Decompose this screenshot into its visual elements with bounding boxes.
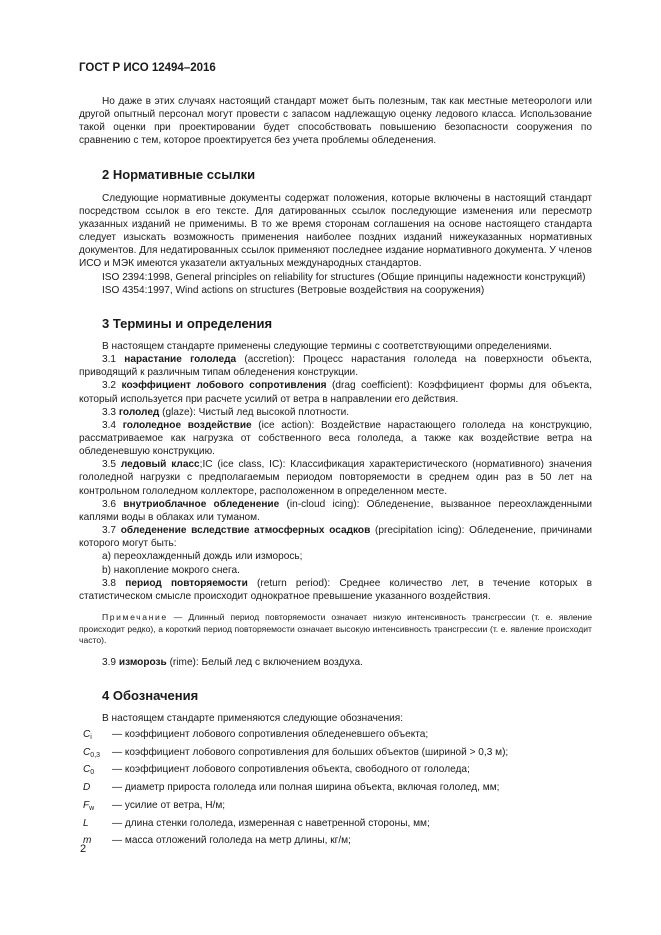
symbol-row: [79, 727, 592, 745]
document-header: ГОСТ Р ИСО 12494–2016: [79, 62, 216, 74]
section-4-intro: В настоящем стандарте применяются следующие обозначения:: [102, 712, 404, 724]
symbol-row: [79, 762, 592, 780]
section-4-heading: 4 Обозначения: [102, 687, 199, 703]
term-definition: 3.5 ледовый класс;IC (ice class, IC): Классификация характеристического (нормативного) значения гололедной нагрузки с предполагаемым периодом повторяемости в среднем один раз в 50 лет на контрольном гололедном коллекторе, расположенном в определенном месте.: [79, 459, 592, 497]
reference-item: ISO 2394:1998, General principles on reliability for structures (Общие принципы надежности конструкций): [102, 271, 586, 283]
symbol-definition: — усилие от ветра, Н/м;: [112, 799, 226, 811]
note: Примечание — Длинный период повторяемости означает низкую интенсивность трансгрессии (т. е. явление происходит редко), а короткий период повторяемости означает высокую интенсивность трансгрессии (т. е. явление происходит часто).: [79, 612, 592, 646]
symbol-definition: — коэффициент лобового сопротивления для больших объектов (шириной > 0,3 м);: [112, 746, 509, 758]
reference-item: ISO 4354:1997, Wind actions on structures (Ветровые воздействия на сооружения): [102, 284, 485, 296]
symbol: $C_0$: [83, 764, 95, 777]
symbol-row: [79, 780, 592, 798]
symbol-row: [79, 745, 592, 763]
term-definition: 3.9 изморозь (rime): Белый лед с включением воздуха.: [102, 656, 363, 668]
symbol: $F_w$: [83, 799, 95, 812]
list-item: b) накопление мокрого снега.: [102, 564, 240, 576]
intro-paragraph: Но даже в этих случаях настоящий стандарт может быть полезным, так как местные метеорологи или другой опытный персонал могут провести с запасом надлежащую оценку ледового класса. Использование такой оценки при проектировании будет способствовать повышению безопасности сооружения по сравнению с тем, которое проектируется без учета проблемы обледенения.: [79, 96, 592, 147]
term-definition: 3.2 коэффициент лобового сопротивления (drag coefficient): Коэффициент формы для объекта, который используется при расчете усилий от ветра в направлении его действия.: [79, 380, 592, 405]
symbol-definition: — масса отложений гололеда на метр длины, кг/м;: [112, 835, 351, 847]
symbol-definition: — коэффициент лобового сопротивления обледеневшего объекта;: [112, 729, 429, 741]
page-number: 2: [80, 843, 87, 855]
symbol-row: [79, 833, 592, 851]
symbol: $C_{0,3}$: [83, 746, 101, 759]
symbol-row: [79, 798, 592, 816]
symbol-definition: — длина стенки гололеда, измеренная с наветренной стороны, мм;: [112, 817, 430, 829]
symbol-row: [79, 816, 592, 834]
symbol: $C_i$: [83, 729, 92, 742]
symbol-definition: — коэффициент лобового сопротивления объекта, свободного от гололеда;: [112, 764, 470, 776]
term-definition: 3.6 внутриоблачное обледенение (in-cloud icing): Обледенение, вызванное переохлажденными каплями воды в облаках или туманом.: [79, 498, 592, 523]
term-definition: 3.3 гололед (glaze): Чистый лед высокой плотности.: [102, 406, 350, 418]
document-body: [79, 95, 592, 851]
term-definition: 3.7 обледенение вследствие атмосферных осадков (precipitation icing): Обледенение, причинами которого могут быть:: [79, 525, 593, 550]
section-3-intro: В настоящем стандарте применены следующие термины с соответствующими определениями.: [102, 340, 552, 352]
list-item: а) переохлажденный дождь или изморось;: [102, 551, 303, 563]
symbol: D: [83, 782, 91, 794]
note-label: Примечание: [102, 612, 168, 622]
symbol: m: [83, 835, 92, 847]
term-definition: 3.8 период повторяемости (return period): Среднее количество лет, в течение которых в статистическом смысле происходит однократное превышение указанного воздействия.: [79, 577, 592, 602]
term-definition: 3.1 нарастание гололеда (accretion): Процесс нарастания гололеда на поверхности объекта, приводящий к различным типам обледенения конструкции.: [79, 354, 592, 379]
section-3-heading: 3 Термины и определения: [102, 315, 273, 331]
term-definition: 3.4 гололедное воздействие (ice action): Воздействие нарастающего гололеда на конструкцию, рассматриваемое как нагрузка от собственного веса гололеда, а также как воздействие ветра на обледеневшую конструкцию.: [79, 419, 592, 458]
section-2-paragraph: Следующие нормативные документы содержат положения, которые включены в настоящий стандарт посредством ссылок в его тексте. Для датированных ссылок последующие изменения или пересмотр указанных изданий не применимы. В то же время сторонам соглашения на основе настоящего стандарта следует изыскать возможность применения наиболее поздних изданий нижеуказанных нормативных документов. Для недатированных ссылок применяют последнее издание нормативного документа. У членов ИСО и МЭК имеются указатели актуальных международных стандартов.: [79, 192, 592, 270]
symbol: L: [83, 817, 89, 829]
section-2-heading: 2 Нормативные ссылки: [102, 166, 256, 182]
symbol-definition: — диаметр прироста гололеда или полная ширина объекта, включая гололед, мм;: [112, 782, 500, 794]
